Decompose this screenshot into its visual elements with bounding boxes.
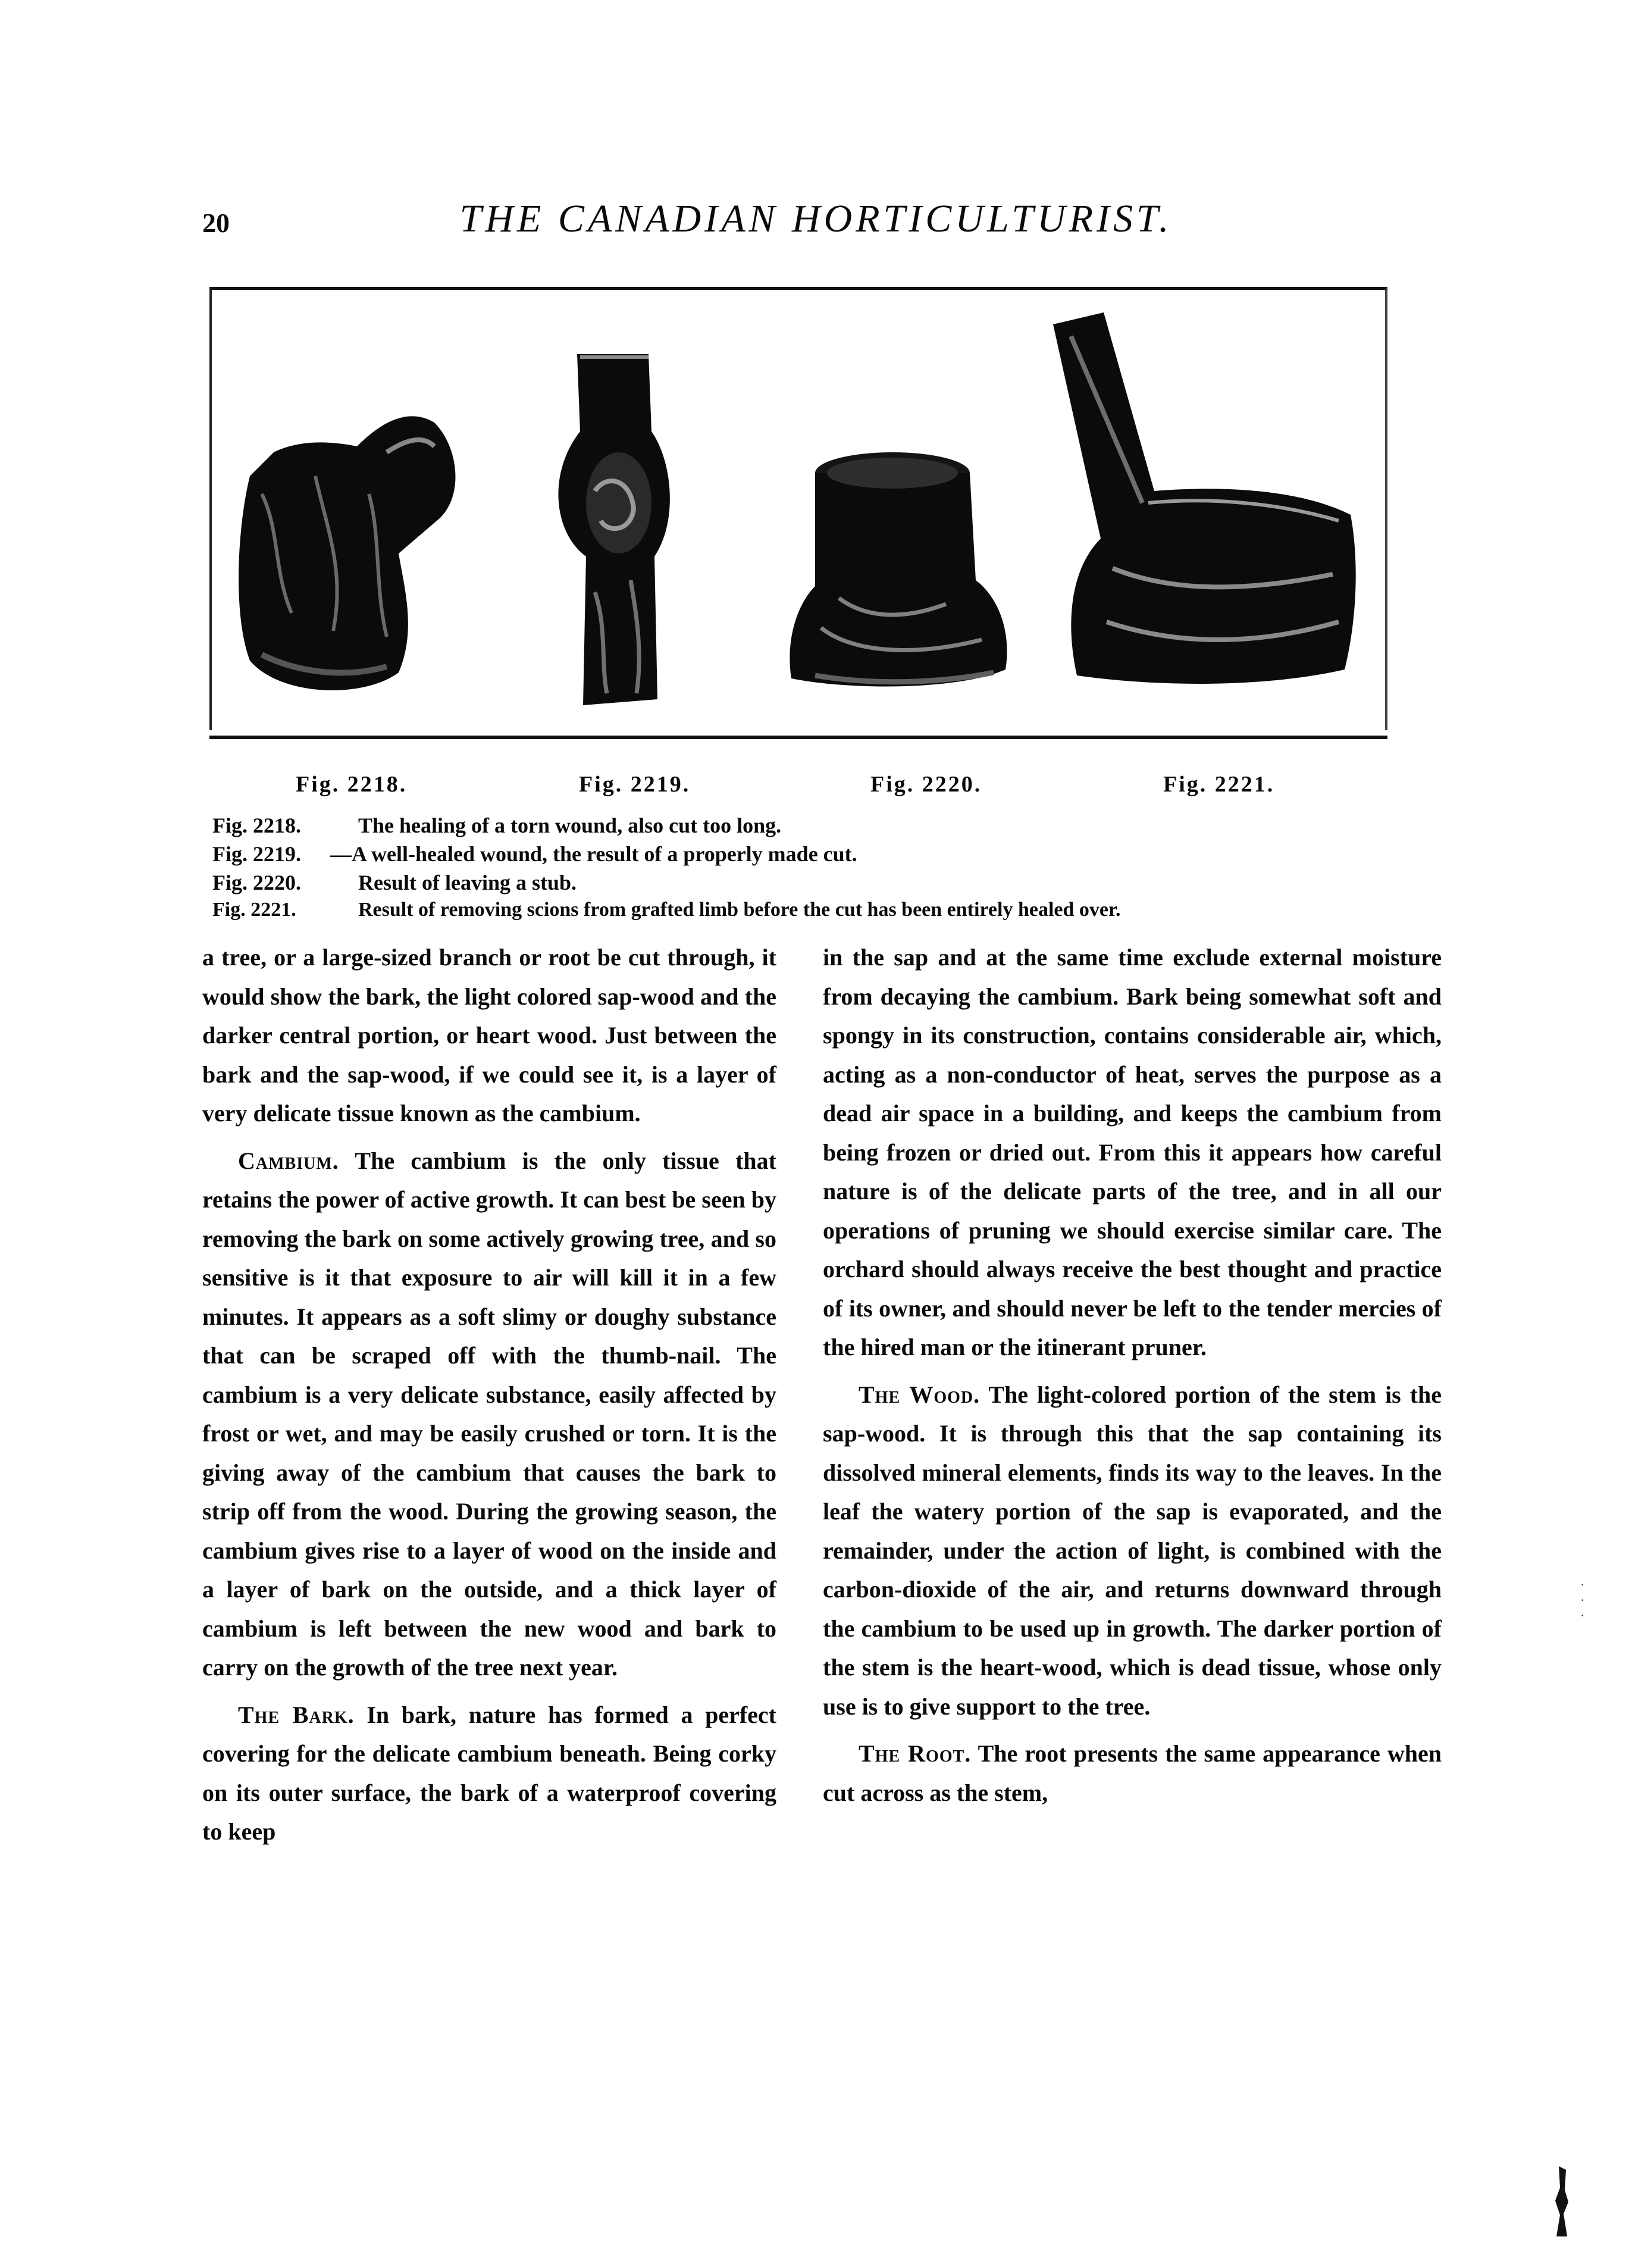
section-heading: Cambium. — [238, 1147, 339, 1174]
specimen-fig-2218-image — [226, 375, 470, 708]
caption-number: Fig. 2220. — [212, 871, 301, 894]
section-heading: The Wood. — [859, 1381, 981, 1408]
caption-fig-2221 — [212, 899, 1120, 921]
caption-number: Fig. 2218. — [212, 814, 301, 837]
section-heading: The Root. — [859, 1740, 972, 1767]
caption-text: Result of leaving a stub. — [358, 871, 577, 894]
paragraph-bark — [202, 1695, 776, 1851]
paragraph-text: The root presents the same appearance when cut across as the stem, — [823, 1740, 1442, 1806]
specimen-fig-2221-image — [1053, 312, 1362, 693]
running-title: THE CANADIAN HORTICULTURIST. — [459, 197, 1173, 240]
scan-edge-mark — [1554, 2166, 1570, 2236]
specimen-fig-2220-image — [779, 449, 1017, 693]
fig-label-2218: Fig. 2218. — [296, 772, 408, 797]
fig-label-2220: Fig. 2220. — [870, 772, 982, 797]
right-column — [823, 938, 1442, 1812]
fig-label-2219: Fig. 2219. — [579, 772, 691, 797]
caption-text: Result of removing scions from grafted limb before the cut has been entirely healed over. — [358, 899, 1121, 921]
plate-rule — [209, 736, 1387, 739]
specimen-fig-2219-image — [530, 342, 690, 711]
paragraph: in the sap and at the same time exclude external moisture from decaying the cambium. Bark being somewhat soft and spongy in its construction, contains considerable air, which, acting as a non-conductor of heat, serves the purpose as a dead air space in a building, and keeps the cambium from being frozen or dried out. From this it appears how careful nature is of the delicate parts of the tree, and in all our operations of pruning we should exercise similar care. The orchard should always receive the best thought and practice of its owner, and should never be left to the tender mercies of the hired man or the itinerant pruner. — [823, 944, 1442, 1360]
paragraph-wood — [823, 1375, 1442, 1726]
caption-number: Fig. 2221. — [212, 899, 296, 921]
caption-fig-2219 — [212, 841, 857, 866]
caption-fig-2218 — [212, 813, 781, 838]
caption-number: Fig. 2219. — [212, 842, 301, 866]
left-column — [202, 938, 776, 1851]
paragraph: a tree, or a large-sized branch or root be cut through, it would show the bark, the light colored sap-wood and the darker central portion, or heart wood. Just between the bark and the sap-wood, if we could see it, is a layer of very delicate tissue known as the cambium. — [202, 944, 776, 1127]
caption-text: The healing of a torn wound, also cut too long. — [358, 814, 782, 837]
caption-fig-2220 — [212, 870, 577, 895]
page-number: 20 — [202, 208, 230, 238]
scan-speck-marks: · · · — [1580, 1577, 1585, 1623]
paragraph-cambium — [202, 1141, 776, 1687]
paragraph-text: The light-colored portion of the stem is the sap-wood. It is through this that the sap containing its dissolved mineral elements, finds its way to the leaves. In the leaf the watery portion of the sap is evaporated, and the remainder, under the action of light, is combined with the carbon-dioxide of the air, and returns downward through the cambium to be used up in growth. The darker portion of the stem is the heart-wood, which is dead tissue, whose only use is to give support to the tree. — [823, 1381, 1442, 1720]
paragraph-root — [823, 1734, 1442, 1812]
section-heading: The Bark. — [238, 1701, 355, 1728]
paragraph-text: The cambium is the only tissue that retains the power of active growth. It can best be seen by removing the bark on some actively growing tree, and so sensitive is it that exposure to air will kill it in a few minutes. It appears as a soft slimy or doughy substance that can be scraped off with the thumb-nail. The cambium is a very delicate substance, easily affected by frost or wet, and may be easily crushed or torn. It is the giving away of the cambium that causes the bark to strip off from the wood. During the growing season, the cambium gives rise to a layer of wood on the inside and a layer of bark on the outside, and a thick layer of cambium is left between the new wood and bark to carry on the growth of the tree next year. — [202, 1147, 776, 1681]
fig-label-2221: Fig. 2221. — [1163, 772, 1275, 797]
paragraph-text: In bark, nature has formed a perfect covering for the delicate cambium beneath. Being corky on its outer surface, the bark of a waterproof covering to keep — [202, 1701, 776, 1845]
caption-text: —A well-healed wound, the result of a properly made cut. — [330, 842, 857, 866]
